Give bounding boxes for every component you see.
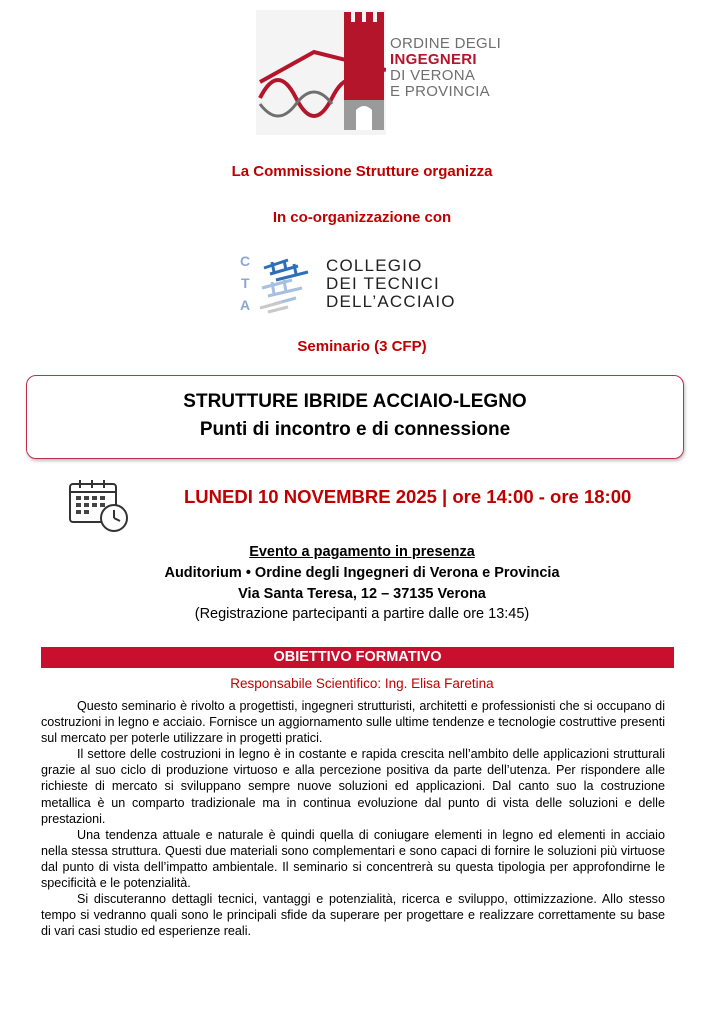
cta-wordmark — [326, 257, 456, 311]
event-registration: (Registrazione partecipanti a partire dalle ore 13:45) — [194, 606, 530, 622]
event-address: Via Santa Teresa, 12 – 37135 Verona — [238, 586, 486, 602]
organizer-line: La Commissione Strutture organizza — [231, 163, 493, 180]
cta-letter-a: A — [240, 297, 251, 313]
coorganization-line: In co-organizzazione con — [272, 209, 452, 226]
cta-line-3: DELL’ACCIAIO — [326, 292, 456, 311]
title-box — [26, 375, 684, 459]
cta-line-1: COLLEGIO — [326, 256, 423, 275]
ordine-ingegneri-logo — [256, 10, 500, 135]
seminar-title: STRUTTURE IBRIDE ACCIAIO-LEGNO — [183, 391, 527, 412]
paragraph: Il settore delle costruzioni in legno è in costante e rapida crescita nell’ambito delle applicazioni strutturali grazie al suo ciclo di produzione virtuoso e alla percezione positiva da parte dell’utenza. Per rispondere alle richieste di mercato si sviluppano sempre nuove soluzioni ed applicazioni. Dal canto suo la costruzione metallica è un comparto tradizionale ma in continua evoluzione dal punto di vista delle soluzioni e delle prestazioni. — [41, 747, 665, 826]
logo-line-1: ORDINE DEGLI — [390, 35, 502, 52]
cta-letter-c: C — [240, 253, 251, 269]
scientific-responsible: Responsabile Scientifico: Ing. Elisa Faretina — [230, 676, 494, 691]
cta-letter-t: T — [241, 275, 250, 291]
section-header-objective: OBIETTIVO FORMATIVO — [41, 647, 674, 668]
event-date-time: LUNEDI 10 NOVEMBRE 2025 | ore 14:00 - ore 18:00 — [184, 486, 632, 507]
cta-logo — [238, 250, 488, 316]
paragraph: Si discuteranno dettagli tecnici, vantaggi e potenzialità, ricerca e sviluppo, ottimizzazione. Allo stesso tempo si vedranno quali sono le principali sfide da superare per progettare e realizzare correttamente su base di vari casi studio ed esperienze reali. — [41, 892, 665, 939]
logo-line-4: E PROVINCIA — [390, 83, 490, 100]
cta-emblem — [238, 250, 322, 316]
seminar-label: Seminario (3 CFP) — [297, 338, 427, 355]
seminar-subtitle: Punti di incontro e di connessione — [199, 419, 511, 440]
calendar-clock-icon — [68, 478, 130, 534]
logo-line-2: INGEGNERI — [390, 51, 477, 68]
objective-body — [41, 698, 665, 939]
paragraph: Questo seminario è rivolto a progettisti, ingegneri strutturisti, architetti e professionisti che si occupano di costruzioni in legno e acciaio. Fornisce un aggiornamento sulle ultime tendenze e tecnologie costruttive presenti sul mercato per poterle utilizzare in progetti pratici. — [41, 699, 665, 746]
event-type: Evento a pagamento in presenza — [249, 544, 475, 560]
paragraph: Una tendenza attuale e naturale è quindi quella di coniugare elementi in legno ed elementi in acciaio nella stessa struttura. Questi due materiali sono complementari e sono capaci di fornire le soluzioni più virtuose dal punto di vista dell’impatto ambientale. Il seminario si concentrerà su questa tipologia per approfondirne le specificità e le potenzialità. — [41, 827, 665, 891]
logo-wordmark — [390, 36, 501, 100]
bridge-tower-emblem — [256, 10, 386, 135]
event-venue: Auditorium • Ordine degli Ingegneri di Verona e Provincia — [164, 565, 560, 581]
cta-line-2: DEI TECNICI — [326, 274, 440, 293]
logo-line-3: DI VERONA — [390, 67, 476, 84]
